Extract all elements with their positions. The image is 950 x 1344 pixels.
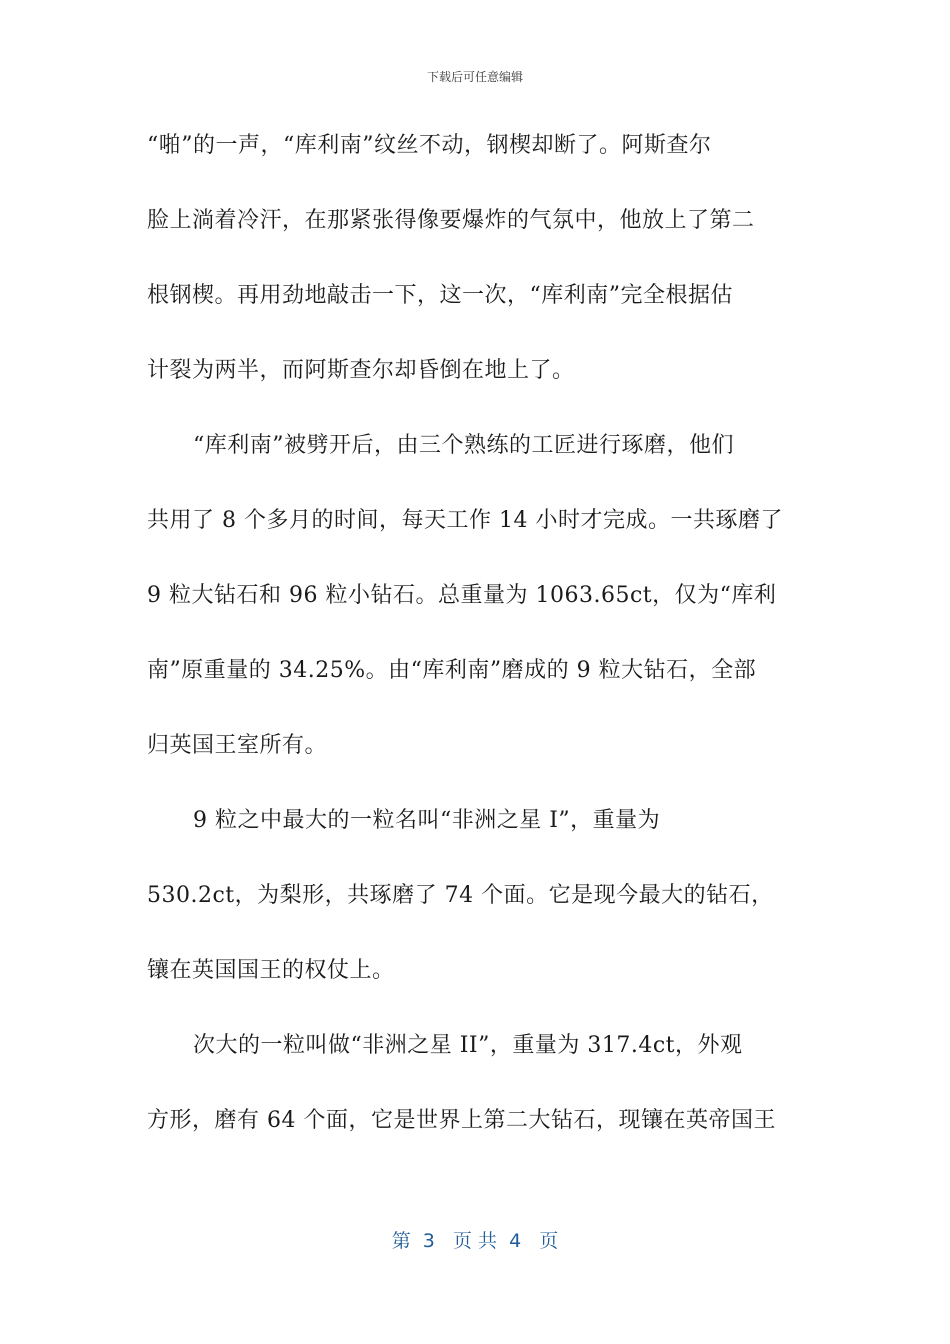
document-body (147, 124, 807, 1174)
page-header-note: 下载后可任意编辑 (426, 70, 523, 84)
text-line: 530.2ct，为梨形，共琢磨了 74 个面。它是现今最大的钻石， (147, 883, 774, 908)
text-line: “库利南”被劈开后，由三个熟练的工匠进行琢磨，他们 (193, 433, 734, 458)
text-line: 归英国王室所有。 (147, 733, 328, 758)
text-line: 镶在英国国王的权仗上。 (147, 958, 395, 983)
text-line: 南”原重量的 34.25%。由“库利南”磨成的 9 粒大钻石，全部 (147, 658, 757, 683)
text-line: “啪”的一声，“库利南”纹丝不动，钢楔却断了。阿斯查尔 (147, 133, 712, 158)
text-line: 脸上淌着冷汗，在那紧张得像要爆炸的气氛中，他放上了第二 (147, 208, 755, 233)
page-number-footer: 第 3 页 共 4 页 (391, 1230, 559, 1252)
text-line: 9 粒之中最大的一粒名叫“非洲之星 I”，重量为 (193, 808, 661, 833)
text-line: 根钢楔。再用劲地敲击一下，这一次，“库利南”完全根据估 (147, 283, 733, 308)
text-line: 计裂为两半，而阿斯查尔却昏倒在地上了。 (147, 358, 575, 383)
text-line: 9 粒大钻石和 96 粒小钻石。总重量为 1063.65ct，仅为“库利 (147, 583, 777, 608)
text-line: 方形，磨有 64 个面，它是世界上第二大钻石，现镶在英帝国王 (147, 1108, 776, 1133)
text-line: 共用了 8 个多月的时间，每天工作 14 小时才完成。一共琢磨了 (147, 508, 783, 533)
text-line: 次大的一粒叫做“非洲之星 II”，重量为 317.4ct，外观 (193, 1033, 743, 1058)
